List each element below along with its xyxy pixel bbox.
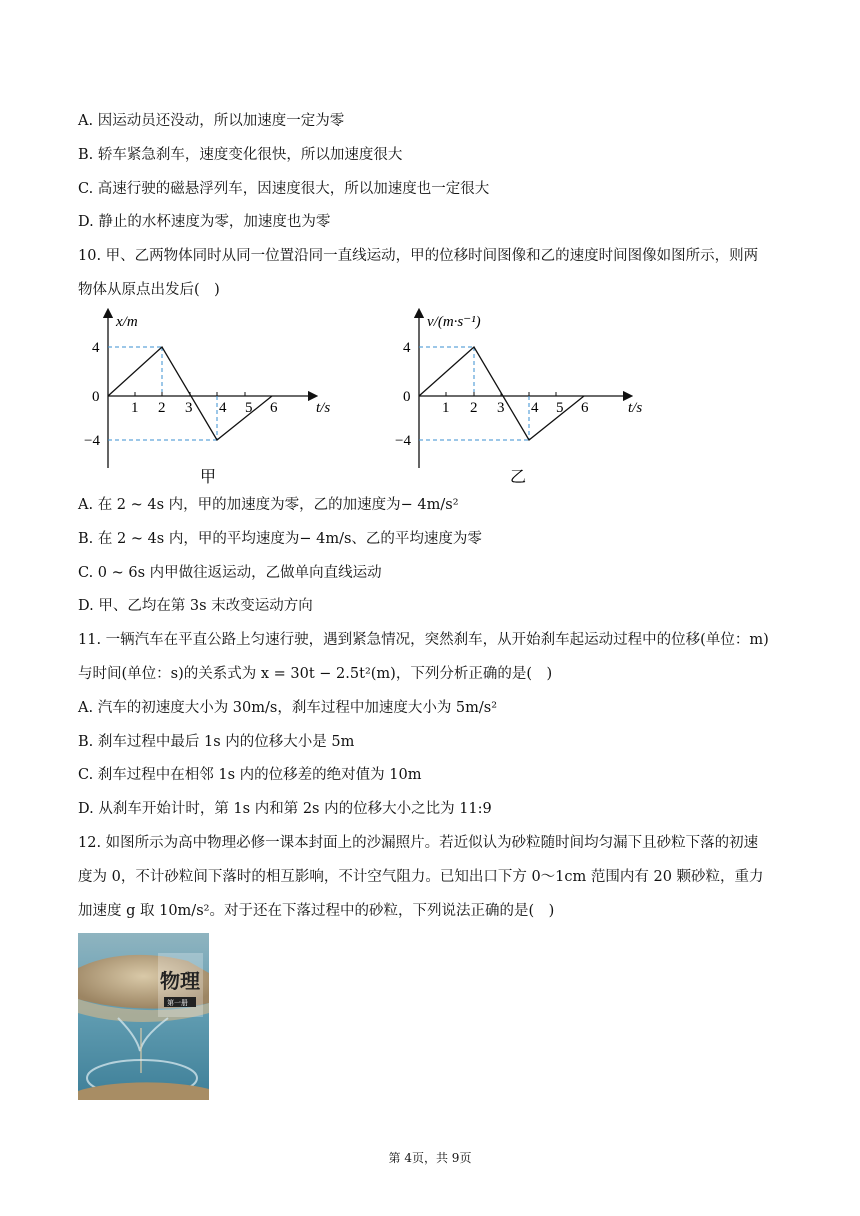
option-c-q10: C. 0 ~ 6s 内甲做往返运动，乙做单向直线运动 <box>78 565 382 581</box>
graph-yi <box>395 308 668 492</box>
hourglass-cover-image <box>78 933 209 1100</box>
graph-yi-xlabel: t/s <box>628 400 643 416</box>
graph-jia-xtick-6: 6 <box>270 400 278 416</box>
graph-jia-ytick-neg4: −4 <box>84 433 100 449</box>
graph-yi-xtick-3: 3 <box>497 400 505 416</box>
question-12-stem: 12. 如图所示为高中物理必修一课本封面上的沙漏照片。若近似认为砂粒随时间均匀漏下且砂粒下落的初速 <box>78 835 759 851</box>
option-c-q11: C. 刹车过程中在相邻 1s 内的位移差的绝对值为 10m <box>78 767 422 783</box>
graph-jia-xtick-4: 4 <box>219 400 227 416</box>
option-d-q9: D. 静止的水杯速度为零，加速度也为零 <box>78 214 331 230</box>
option-c-q9: C. 高速行驶的磁悬浮列车，因速度很大，所以加速度也一定很大 <box>78 181 490 197</box>
graph-yi-ytick-neg4: −4 <box>395 433 411 449</box>
graph-jia-ylabel: x/m <box>116 314 138 330</box>
graph-jia-ytick-4: 4 <box>92 340 100 356</box>
question-12-stem-cont2: 加速度 g 取 10m/s²。对于还在下落过程中的砂粒，下列说法正确的是( ) <box>78 903 555 919</box>
option-a-q11: A. 汽车的初速度大小为 30m/s，刹车过程中加速度大小为 5m/s² <box>78 700 498 716</box>
graph-yi-caption: 乙 <box>510 469 527 486</box>
option-b-q10: B. 在 2 ~ 4s 内，甲的平均速度为− 4m/s、乙的平均速度为零 <box>78 531 482 547</box>
question-11-stem: 11. 一辆汽车在平直公路上匀速行驶，遇到紧急情况，突然刹车，从开始刹车起运动过程中的位移(单位：m) <box>78 632 769 648</box>
graph-yi-xtick-2: 2 <box>470 400 478 416</box>
question-10-stem-cont: 物体从原点出发后( ) <box>78 282 220 298</box>
graph-jia-xtick-5: 5 <box>245 400 253 416</box>
graph-yi-xtick-1: 1 <box>442 400 450 416</box>
option-d-q10: D. 甲、乙均在第 3s 末改变运动方向 <box>78 598 313 614</box>
graph-jia-ytick-0: 0 <box>92 389 100 405</box>
question-12-stem-cont: 度为 0，不计砂粒间下落时的相互影响，不计空气阻力。已知出口下方 0～1cm 范围内有 20 颗砂粒，重力 <box>78 869 764 885</box>
graph-yi-ytick-0: 0 <box>403 389 411 405</box>
graph-yi-xtick-4: 4 <box>531 400 539 416</box>
option-a-q9: A. 因运动员还没动，所以加速度一定为零 <box>78 113 345 129</box>
graph-yi-xtick-6: 6 <box>581 400 589 416</box>
graph-jia <box>84 308 348 492</box>
question-11-stem-cont: 与时间(单位：s)的关系式为 x = 30t − 2.5t²(m)，下列分析正确的是( ) <box>78 666 553 682</box>
graph-jia-xtick-3: 3 <box>185 400 193 416</box>
graph-jia-caption: 甲 <box>200 469 217 486</box>
option-b-q9: B. 轿车紧急刹车，速度变化很快，所以加速度很大 <box>78 147 403 163</box>
cover-title: 物理 <box>160 969 200 993</box>
graph-yi-ytick-4: 4 <box>403 340 411 356</box>
option-b-q11: B. 刹车过程中最后 1s 内的位移大小是 5m <box>78 734 355 750</box>
graph-jia-xtick-2: 2 <box>158 400 166 416</box>
option-d-q11: D. 从刹车开始计时，第 1s 内和第 2s 内的位移大小之比为 11:9 <box>78 801 492 817</box>
question-10-stem: 10. 甲、乙两物体同时从同一位置沿同一直线运动，甲的位移时间图像和乙的速度时间图像如图所示，则两 <box>78 248 759 264</box>
option-a-q10: A. 在 2 ~ 4s 内，甲的加速度为零，乙的加速度为− 4m/s² <box>78 497 459 513</box>
graph-jia-xlabel: t/s <box>316 400 331 416</box>
page-footer: 第 4页，共 9页 <box>388 1151 472 1165</box>
graph-yi-xtick-5: 5 <box>556 400 564 416</box>
cover-subtitle: 第一册 <box>167 999 188 1007</box>
graph-yi-ylabel: v/(m·s⁻¹) <box>427 314 481 330</box>
graph-jia-xtick-1: 1 <box>131 400 139 416</box>
